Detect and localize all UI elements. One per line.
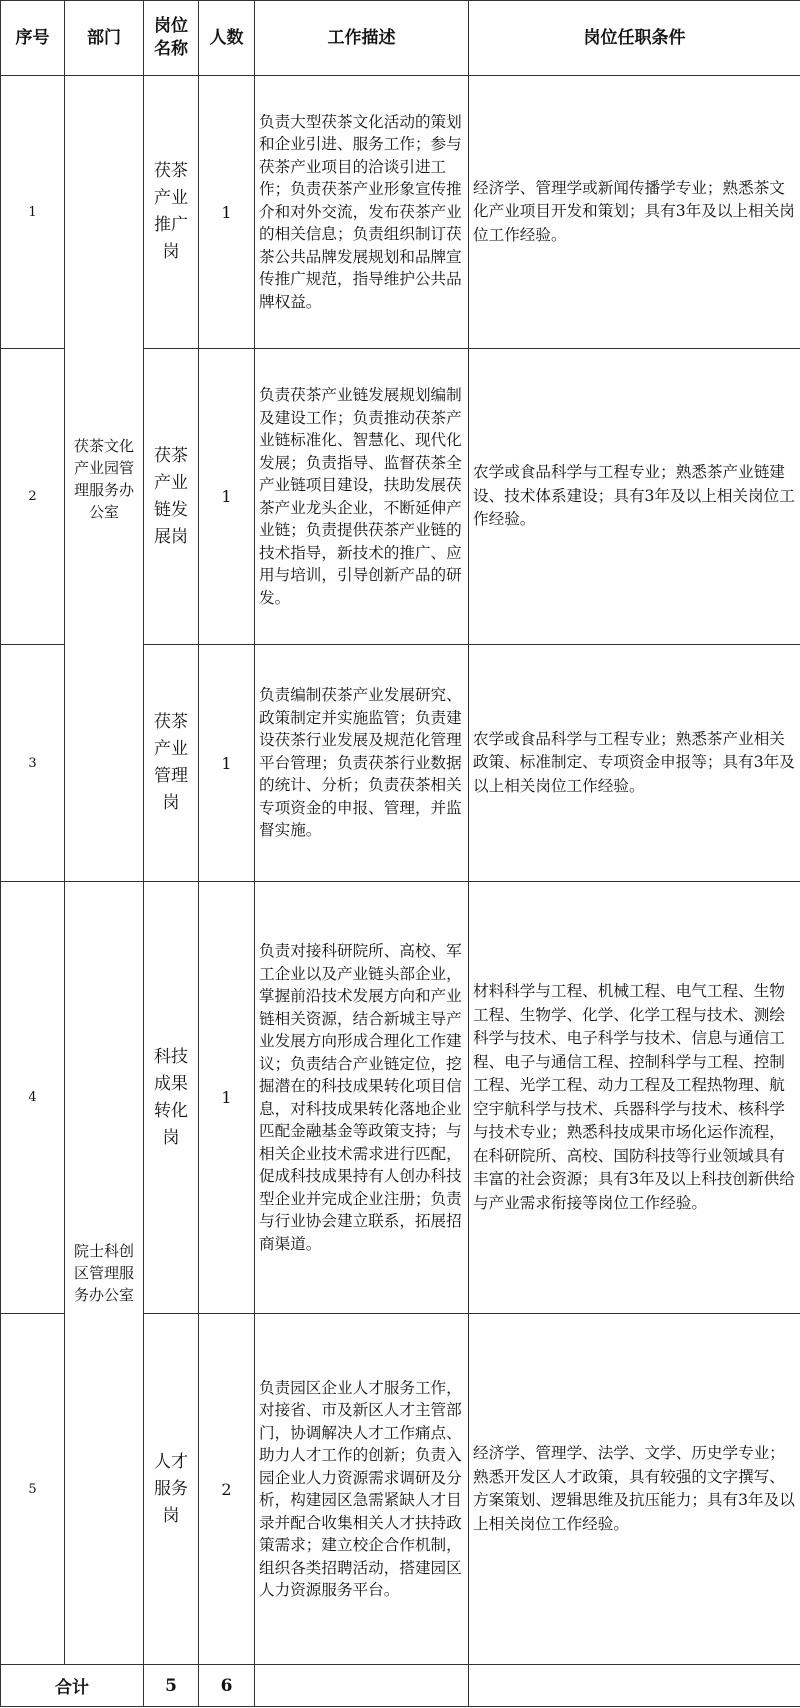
position-name: 茯茶产业管理岗 bbox=[154, 712, 188, 813]
header-requirements: 岗位任职条件 bbox=[469, 1, 800, 76]
header-count: 人数 bbox=[199, 1, 255, 76]
table-row bbox=[1, 76, 800, 349]
header-no: 序号 bbox=[1, 1, 65, 76]
position-cell bbox=[144, 76, 199, 349]
total-positions: 5 bbox=[144, 1665, 199, 1707]
count-cell: 2 bbox=[199, 1314, 255, 1665]
header-position-text: 岗位名称 bbox=[154, 16, 188, 59]
position-name: 科技成果转化岗 bbox=[154, 1046, 188, 1148]
total-people: 6 bbox=[199, 1665, 255, 1707]
header-row bbox=[1, 1, 800, 76]
requirements-cell: 经济学、管理学或新闻传播学专业；熟悉茶文化产业项目开发和策划；具有3年及以上相关岗位工作经验。 bbox=[469, 76, 800, 349]
total-empty-cell bbox=[255, 1665, 469, 1707]
row-no: 2 bbox=[1, 349, 65, 645]
description-cell: 负责大型茯茶文化活动的策划和企业引进、服务工作；参与茯茶产业项目的洽谈引进工作；负责茯茶产业形象宣传推介和对外交流，发布茯茶产业的相关信息；负责组织制订茯茶公共品牌发展规划和品牌宣传推广规范，指导维护公共品牌权益。 bbox=[255, 76, 469, 349]
description-cell: 负责编制茯茶产业发展研究、政策制定并实施监管；负责建设茯茶行业发展及规范化管理平台管理；负责茯茶行业数据的统计、分析；负责茯茶相关专项资金的申报、管理，并监督实施。 bbox=[255, 645, 469, 882]
row-no: 5 bbox=[1, 1314, 65, 1665]
count-cell: 1 bbox=[199, 76, 255, 349]
count-cell: 1 bbox=[199, 645, 255, 882]
requirements-cell: 农学或食品科学与工程专业；熟悉茶产业链建设、技术体系建设；具有3年及以上相关岗位工作经验。 bbox=[469, 349, 800, 645]
row-no: 1 bbox=[1, 76, 65, 349]
total-label: 合计 bbox=[1, 1665, 144, 1707]
dept-cell bbox=[65, 882, 144, 1665]
description-cell: 负责茯茶产业链发展规划编制及建设工作；负责推动茯茶产业链标准化、智慧化、现代化发展；负责指导、监督茯茶全产业链项目建设，扶助发展茯茶产业龙头企业，不断延伸产业链；负责提供茯茶产业链的技术指导，新技术的推广、应用与培训，引导创新产品的研发。 bbox=[255, 349, 469, 645]
header-dept: 部门 bbox=[65, 1, 144, 76]
position-name: 茯茶产业链发展岗 bbox=[154, 445, 188, 547]
position-cell bbox=[144, 1314, 199, 1665]
header-position bbox=[144, 1, 199, 76]
requirements-cell: 材料科学与工程、机械工程、电气工程、生物工程、生物学、化学、化学工程与技术、测绘科学与技术、电子科学与技术、信息与通信工程、电子与通信工程、控制科学与工程、控制工程、光学工程、动力工程及工程热物理、航空宇航科学与技术、兵器科学与技术、核科学与技术专业；熟悉科技成果市场化运作流程，在科研院所、高校、国防科技等行业领域具有丰富的社会资源；具有3年及以上科技创新供给与产业需求衔接等岗位工作经验。 bbox=[469, 882, 800, 1314]
position-name: 人才服务岗 bbox=[154, 1451, 188, 1526]
position-cell bbox=[144, 349, 199, 645]
dept-name: 院士科创区管理服务办公室 bbox=[73, 1242, 134, 1304]
position-name: 茯茶产业推广岗 bbox=[154, 161, 188, 262]
requirements-cell: 农学或食品科学与工程专业；熟悉茶产业相关政策、标准制定、专项资金申报等；具有3年及以上相关岗位工作经验。 bbox=[469, 645, 800, 882]
dept-cell bbox=[65, 76, 144, 882]
count-cell: 1 bbox=[199, 882, 255, 1314]
total-empty-cell bbox=[469, 1665, 800, 1707]
dept-name: 茯茶文化产业园管理服务办公室 bbox=[73, 436, 134, 521]
description-cell: 负责园区企业人才服务工作，对接省、市及新区人才主管部门，协调解决人才工作痛点、助力人才工作的创新；负责入园企业人力资源需求调研及分析，构建园区急需紧缺人才目录并配合收集相关人才扶持政策需求；建立校企合作机制，组织各类招聘活动，搭建园区人力资源服务平台。 bbox=[255, 1314, 469, 1665]
position-cell bbox=[144, 882, 199, 1314]
count-cell: 1 bbox=[199, 349, 255, 645]
row-no: 3 bbox=[1, 645, 65, 882]
table-row bbox=[1, 882, 800, 1314]
total-row bbox=[1, 1665, 800, 1707]
position-cell bbox=[144, 645, 199, 882]
row-no: 4 bbox=[1, 882, 65, 1314]
description-cell: 负责对接科研院所、高校、军工企业以及产业链头部企业，掌握前沿技术发展方向和产业链相关资源，结合新城主导产业发展方向形成合理化工作建议；负责结合产业链定位，挖掘潜在的科技成果转化项目信息，对科技成果转化落地企业匹配金融基金等政策支持；与相关企业技术需求进行匹配，促成科技成果持有人创办科技型企业并完成企业注册；负责与行业协会建立联系，拓展招商渠道。 bbox=[255, 882, 469, 1314]
requirements-cell: 经济学、管理学、法学、文学、历史学专业；熟悉开发区人才政策，具有较强的文字撰写、方案策划、逻辑思维及抗压能力；具有3年及以上相关岗位工作经验。 bbox=[469, 1314, 800, 1665]
header-description: 工作描述 bbox=[255, 1, 469, 76]
